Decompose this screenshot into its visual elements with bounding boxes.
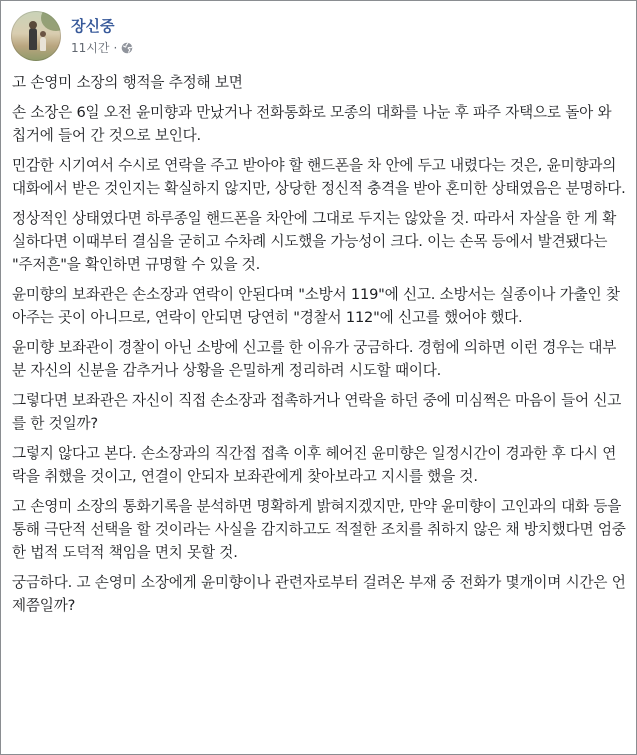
post-paragraph: 윤미향의 보좌관은 손소장과 연락이 안된다며 "소방서 119"에 신고. 소방서는 실종이나 가출인 찾아주는 곳이 아니므로, 연락이 안되면 당연히 "경찰서 112"에 신고를 했어야 했다. [12, 286, 620, 326]
post-paragraph: 고 손영미 소장의 행적을 추정해 보면 [12, 74, 243, 91]
post-timestamp[interactable]: 11시간 [71, 41, 110, 55]
post-paragraph: 민감한 시기여서 수시로 연락을 주고 받아야 할 핸드폰을 차 안에 두고 내렸다는 것은, 윤미향과의 대화에서 받은 것인지는 확실하지 않지만, 상당한 정신적 충격을 받아 혼미한 상태였음은 분명하다. [12, 157, 626, 197]
globe-icon[interactable] [121, 42, 133, 54]
post-paragraph: 궁금하다. 고 손영미 소장에게 윤미향이나 관련자로부터 걸려온 부재 중 전화가 몇개이며 시간은 언제쯤일까? [12, 574, 626, 614]
post-paragraph: 정상적인 상태였다면 하루종일 핸드폰을 차안에 그대로 두지는 않았을 것. 따라서 자살을 한 게 확실하다면 이때부터 결심을 굳히고 수차례 시도했을 가능성이 크다. 이는 손목 등에서 발견됐다는 "주저흔"을 확인하면 규명할 수 있을 것. [12, 210, 617, 273]
post-paragraph: 윤미향 보좌관이 경찰이 아닌 소방에 신고를 한 이유가 궁금하다. 경험에 의하면 이런 경우는 대부분 자신의 신분을 감추거나 상황을 은밀하게 정리하려 시도할 때이다. [12, 339, 617, 379]
post-paragraph: 손 소장은 6일 오전 윤미향과 만났거나 전화통화로 모종의 대화를 나눈 후 파주 자택으로 돌아 와 칩거에 들어 간 것으로 보인다. [12, 104, 612, 144]
meta-separator: · [113, 40, 118, 55]
post-paragraph: 그렇지 않다고 본다. 손소장과의 직간접 접촉 이후 헤어진 윤미향은 일정시간이 경과한 후 다시 연락을 취했을 것이고, 연결이 안되자 보좌관에게 찾아보라고 지시를 했을 것. [12, 445, 617, 485]
post-body [12, 71, 626, 624]
post-paragraph: 고 손영미 소장의 통화기록을 분석하면 명확하게 밝혀지겠지만, 만약 윤미향이 고인과의 대화 등을 통해 극단적 선택을 할 것이라는 사실을 감지하고도 적절한 조치를 취하지 않은 채 방치했다면 엄중한 법적 도덕적 책임을 면치 못할 것. [12, 498, 626, 561]
post-header [11, 11, 611, 61]
post-paragraph: 그렇다면 보좌관은 자신이 직접 손소장과 접촉하거나 연락을 하던 중에 미심쩍은 마음이 들어 신고를 한 것일까? [12, 392, 622, 432]
avatar[interactable] [11, 11, 61, 61]
post-meta [71, 39, 133, 56]
author-name[interactable]: 장신중 [71, 17, 115, 35]
